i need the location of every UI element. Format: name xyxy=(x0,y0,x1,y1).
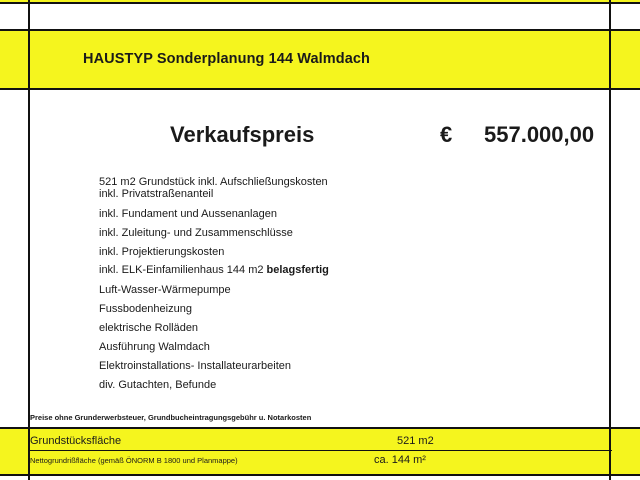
list-item: Elektroinstallations- Installateurarbeiten xyxy=(99,360,291,372)
title-band xyxy=(0,29,640,90)
list-item: inkl. Fundament und Aussenanlagen xyxy=(99,208,277,220)
left-border xyxy=(28,0,30,480)
area-band xyxy=(0,427,640,476)
house-type-title: HAUSTYP Sonderplanung 144 Walmdach xyxy=(83,51,371,67)
list-item: 521 m2 Grundstück inkl. Aufschließungskosten xyxy=(99,176,328,188)
row-divider xyxy=(28,450,612,451)
list-item: Fussbodenheizung xyxy=(99,303,192,315)
price-currency: € xyxy=(440,122,453,147)
list-item: elektrische Rolläden xyxy=(99,322,199,334)
emphasis-text: belagsfertig xyxy=(266,264,329,276)
price-label: Verkaufspreis xyxy=(170,122,315,147)
right-border xyxy=(609,0,611,480)
list-item: inkl. ELK-Einfamilienhaus 144 m2 belagsfertig xyxy=(99,264,329,276)
price-footnote: Preise ohne Grunderwerbsteuer, Grundbucheintragungsgebühr u. Notarkosten xyxy=(30,413,312,422)
top-band xyxy=(0,0,640,4)
list-item: inkl. Zuleitung- und Zusammenschlüsse xyxy=(99,227,293,239)
net-floor-area-value: ca. 144 m² xyxy=(374,454,426,466)
plot-area-value: 521 m2 xyxy=(397,435,434,447)
list-item: inkl. Projektierungskosten xyxy=(99,246,225,258)
list-item: inkl. Privatstraßenanteil xyxy=(99,188,214,200)
list-item: Luft-Wasser-Wärmepumpe xyxy=(99,284,231,296)
price-value: 557.000,00 xyxy=(484,122,595,147)
list-item: Ausführung Walmdach xyxy=(99,341,210,353)
net-floor-area-label: Nettogrundrißfläche (gemäß ÖNORM B 1800 und Planmappe) xyxy=(30,456,238,465)
plot-area-label: Grundstücksfläche xyxy=(30,435,122,447)
list-item: div. Gutachten, Befunde xyxy=(99,379,217,391)
